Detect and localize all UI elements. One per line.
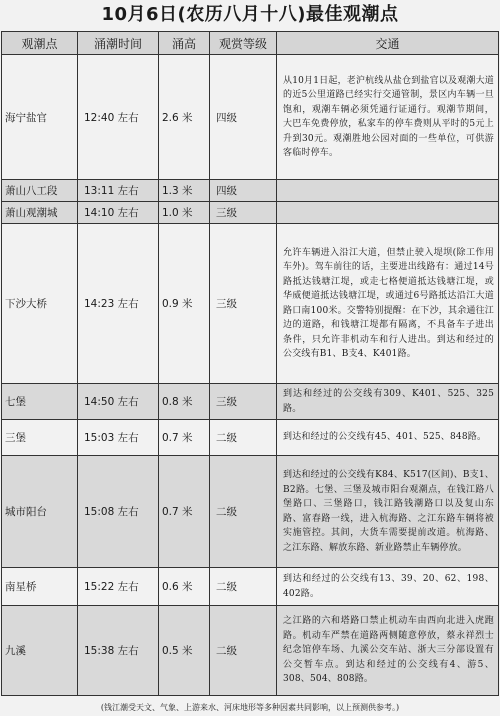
time-cell: 14:50 左右 bbox=[78, 384, 159, 420]
traffic-cell: 到达和经过的公交线有309、K401、525、325路。 bbox=[277, 384, 499, 420]
header-traffic: 交通 bbox=[277, 32, 499, 55]
traffic-cell: 到达和经过的公交线有45、401、525、848路。 bbox=[277, 420, 499, 456]
time-cell: 15:08 左右 bbox=[78, 456, 159, 568]
table-row bbox=[2, 420, 499, 456]
footnote: (钱江潮受天文、气象、上游来水、河床地形等多种因素共同影响，以上预测供参考。) bbox=[100, 703, 400, 712]
traffic-cell: 到达和经过的公交线有K84、K517(区间)、B支1、B2路。七堡、三堡及城市阳台观潮点，在钱江路八堡路口、三堡路口，钱江路钱潮路口以及复山东路、富春路一线，进入杭海路、之江东路车辆将被实施管控。其间，大货车需要提前改道。杭海路、之江东路、解放东路、新业路禁止车辆停放。 bbox=[277, 456, 499, 568]
table-row bbox=[2, 202, 499, 224]
level-cell: 二级 bbox=[210, 568, 277, 606]
level-cell: 二级 bbox=[210, 420, 277, 456]
table-row bbox=[2, 606, 499, 696]
level-cell: 二级 bbox=[210, 456, 277, 568]
height-cell: 0.7 米 bbox=[159, 456, 210, 568]
traffic-cell bbox=[277, 202, 499, 224]
height-cell: 2.6 米 bbox=[159, 55, 210, 180]
table-row bbox=[2, 384, 499, 420]
spot-cell: 萧山八工段 bbox=[2, 180, 78, 202]
height-cell: 1.3 米 bbox=[159, 180, 210, 202]
level-cell: 三级 bbox=[210, 384, 277, 420]
header-time: 涌潮时间 bbox=[78, 32, 159, 55]
header-height: 涌高 bbox=[159, 32, 210, 55]
height-cell: 1.0 米 bbox=[159, 202, 210, 224]
time-cell: 13:11 左右 bbox=[78, 180, 159, 202]
traffic-cell: 到达和经过的公交线有13、39、20、62、198、402路。 bbox=[277, 568, 499, 606]
page-title: 10月6日(农历八月十八)最佳观潮点 bbox=[101, 4, 399, 25]
traffic-cell: 从10月1日起，老沪杭线从盐仓到盐官以及观潮大道的近5公里道路已经实行交通管制，景区内车辆一旦饱和，观潮车辆必须凭通行证通行。观潮节期间，大巴车免费停放，私家车的停车费则从平时的5元上升到30元。观潮胜地公园对面的一些单位，可供游客临时停车。 bbox=[277, 55, 499, 180]
table-row bbox=[2, 224, 499, 384]
header-level: 观赏等级 bbox=[210, 32, 277, 55]
table-row bbox=[2, 55, 499, 180]
height-cell: 0.8 米 bbox=[159, 384, 210, 420]
height-cell: 0.5 米 bbox=[159, 606, 210, 696]
traffic-cell: 之江路的六和塔路口禁止机动车由西向北进入虎跑路。机动车严禁在道路两侧随意停放，蔡永祥烈士纪念馆停车场、九溪公交车站、浙大三分部设置有公交暂车点。到达和经过的公交线有4、游5、308、504、808路。 bbox=[277, 606, 499, 696]
time-cell: 15:03 左右 bbox=[78, 420, 159, 456]
header-row bbox=[2, 32, 499, 55]
spot-cell: 海宁盐官 bbox=[2, 55, 78, 180]
time-cell: 14:10 左右 bbox=[78, 202, 159, 224]
height-cell: 0.6 米 bbox=[159, 568, 210, 606]
height-cell: 0.7 米 bbox=[159, 420, 210, 456]
time-cell: 14:23 左右 bbox=[78, 224, 159, 384]
level-cell: 四级 bbox=[210, 55, 277, 180]
traffic-cell bbox=[277, 180, 499, 202]
spot-cell: 下沙大桥 bbox=[2, 224, 78, 384]
time-cell: 15:38 左右 bbox=[78, 606, 159, 696]
tide-viewing-table bbox=[1, 31, 499, 696]
level-cell: 四级 bbox=[210, 180, 277, 202]
table-row bbox=[2, 568, 499, 606]
spot-cell: 九溪 bbox=[2, 606, 78, 696]
table-row bbox=[2, 456, 499, 568]
header-spot: 观潮点 bbox=[2, 32, 78, 55]
time-cell: 15:22 左右 bbox=[78, 568, 159, 606]
time-cell: 12:40 左右 bbox=[78, 55, 159, 180]
height-cell: 0.9 米 bbox=[159, 224, 210, 384]
level-cell: 三级 bbox=[210, 202, 277, 224]
traffic-cell: 允许车辆进入沿江大道，但禁止驶入堤坝(除工作用车外)。驾车前往的话，主要进出线路有：通过14号路抵达钱塘江堤，或走七格便道抵达钱塘江堤，或华威便道抵达钱塘江堤，或通过6号路抵达沿江大道路口南100米。交警特别提醒：在下沙，其余通往江边的道路，和钱塘江堤都有隔离，不具备车子进出条件，只允许非机动车和行人进出。到达和经过的公交线有B1、B支4、K401路。 bbox=[277, 224, 499, 384]
spot-cell: 城市阳台 bbox=[2, 456, 78, 568]
level-cell: 二级 bbox=[210, 606, 277, 696]
spot-cell: 萧山观潮城 bbox=[2, 202, 78, 224]
level-cell: 三级 bbox=[210, 224, 277, 384]
spot-cell: 三堡 bbox=[2, 420, 78, 456]
spot-cell: 七堡 bbox=[2, 384, 78, 420]
table-row bbox=[2, 180, 499, 202]
spot-cell: 南星桥 bbox=[2, 568, 78, 606]
